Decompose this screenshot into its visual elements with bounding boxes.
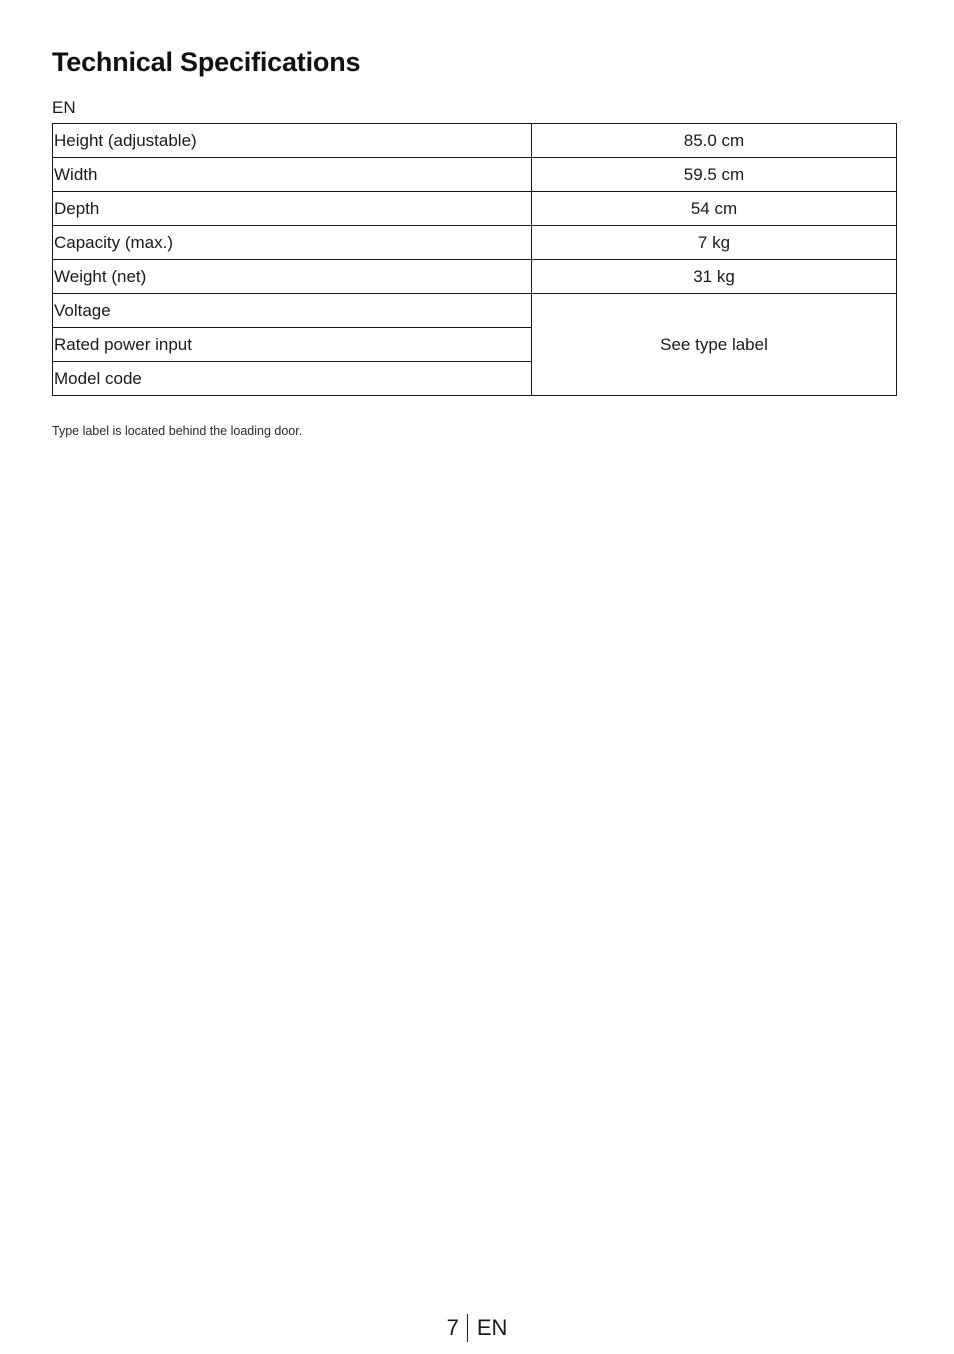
spec-label-capacity: Capacity (max.) [53, 226, 532, 260]
footnote: Type label is located behind the loading door. [52, 424, 303, 438]
footer-language: EN [476, 1315, 508, 1340]
spec-value-see-type-label: See type label [532, 294, 897, 396]
table-row [53, 158, 897, 192]
page-title: Technical Specifications [52, 47, 361, 77]
spec-label-rated-power: Rated power input [53, 328, 532, 362]
page-number: 7 [446, 1315, 459, 1340]
table-row [53, 294, 897, 328]
spec-label-height: Height (adjustable) [53, 124, 532, 158]
language-tag: EN [52, 98, 76, 117]
spec-value-height: 85.0 cm [532, 124, 897, 158]
spec-value-weight: 31 kg [532, 260, 897, 294]
spec-label-width: Width [53, 158, 532, 192]
spec-value-width: 59.5 cm [532, 158, 897, 192]
spec-label-voltage: Voltage [53, 294, 532, 328]
table-row [53, 226, 897, 260]
specifications-table [52, 123, 897, 396]
spec-value-depth: 54 cm [532, 192, 897, 226]
spec-label-depth: Depth [53, 192, 532, 226]
table-row [53, 124, 897, 158]
spec-value-capacity: 7 kg [532, 226, 897, 260]
table-row [53, 260, 897, 294]
spec-label-weight: Weight (net) [53, 260, 532, 294]
spec-label-model-code: Model code [53, 362, 532, 396]
page-footer [0, 1314, 954, 1342]
table-row [53, 192, 897, 226]
